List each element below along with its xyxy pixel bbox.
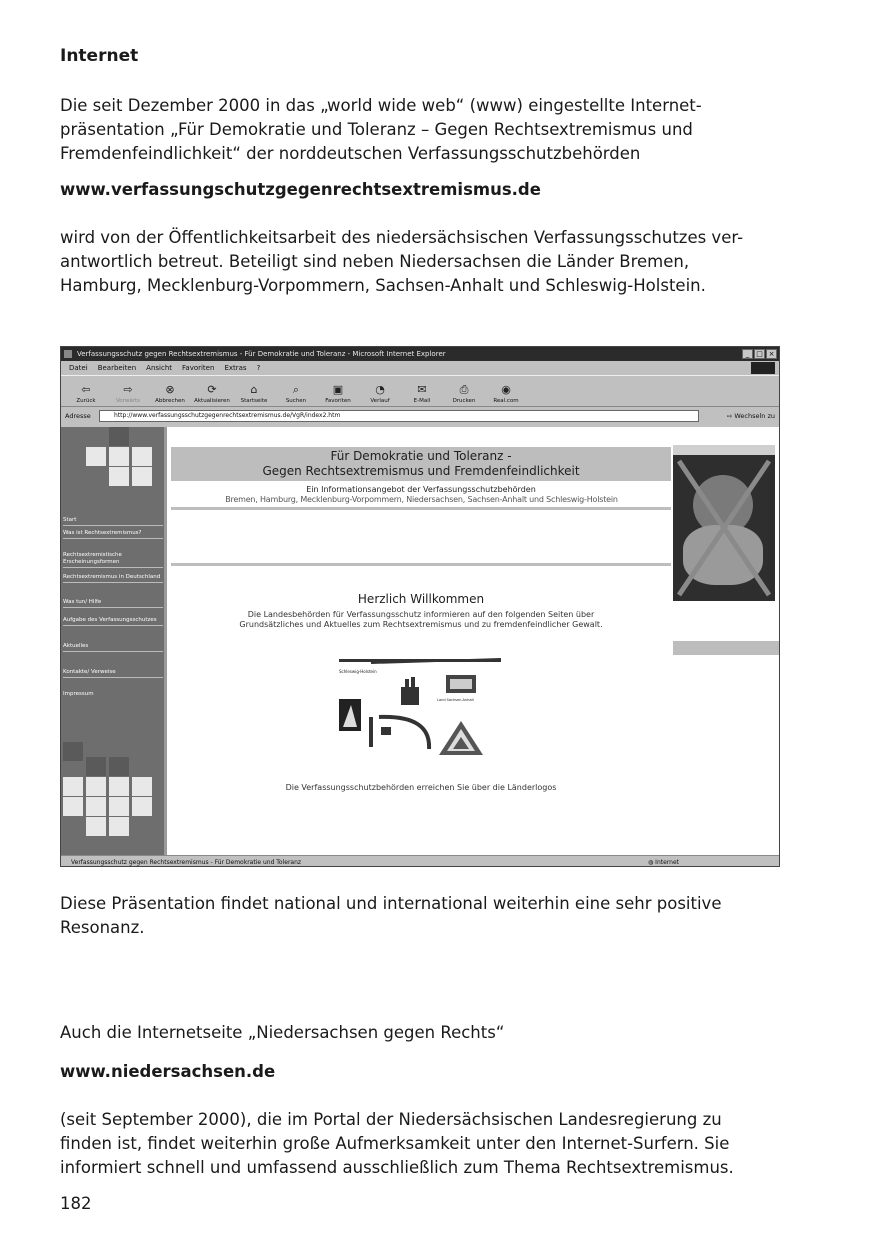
- niedersachsen-intro: Auch die Internetseite „Niedersachsen gegen Rechts“: [60, 1023, 505, 1042]
- toolbar-history: ◔ Verlauf: [370, 383, 390, 404]
- section-heading: Internet: [60, 46, 139, 66]
- decor-square: [109, 777, 129, 796]
- sachsen-anhalt-logo-icon: [439, 721, 483, 755]
- text-line: (seit September 2000), die im Portal der Niedersächsischen Landesregierung zu: [60, 1110, 722, 1129]
- menu-ansicht: Ansicht: [146, 364, 173, 372]
- divider: [171, 563, 671, 566]
- decor-square: [109, 817, 129, 836]
- decor-square: [132, 447, 152, 466]
- toolbar-search: ⌕ Suchen: [285, 383, 307, 404]
- decor-square: [86, 757, 106, 776]
- welcome-heading: Herzlich Willkommen: [357, 592, 485, 606]
- mail-icon: ✉: [417, 383, 427, 396]
- nav-item-impressum: Impressum: [63, 691, 94, 697]
- decor-square: [132, 467, 152, 486]
- logo-label-lsa: Land Sachsen-Anhalt: [437, 698, 474, 702]
- decor-square: [63, 797, 83, 816]
- menu-bearbeiten: Bearbeiten: [97, 364, 137, 372]
- intro-paragraph: [60, 94, 820, 166]
- decor-square: [86, 817, 106, 836]
- decor-square: [86, 797, 106, 816]
- decor-square: [109, 757, 129, 776]
- realcom-icon: ◉: [501, 383, 511, 396]
- toolbar-home: ⌂ Startseite: [240, 383, 268, 404]
- decor-square: [109, 467, 129, 486]
- text-line: Fremdenfeindlichkeit“ der norddeutschen Verfassungsschutzbehörden: [60, 144, 641, 163]
- menu-datei: Datei: [69, 364, 88, 372]
- print-icon: ⎙: [459, 383, 469, 396]
- decor-square: [86, 777, 106, 796]
- forward-arrow-icon: ⇨: [123, 383, 133, 396]
- url-verfassungsschutz: www.verfassungschutzgegenrechtsextremismus.de: [60, 180, 541, 199]
- browser-toolbar: [61, 375, 779, 407]
- toolbar-favorites: ▣ Favoriten: [325, 383, 351, 404]
- window-controls: [742, 349, 777, 359]
- browser-screenshot-figure: [60, 346, 780, 867]
- logo-hint: Die Verfassungsschutzbehörden erreichen Sie über die Länderlogos: [285, 783, 557, 792]
- text-line: informiert schnell und umfassend ausschließlich zum Thema Rechtsextremismus.: [60, 1158, 734, 1177]
- security-zone: ◍ Internet: [648, 859, 679, 866]
- back-arrow-icon: ⇦: [81, 383, 91, 396]
- ie-app-icon: [64, 350, 72, 358]
- url-niedersachsen: www.niedersachsen.de: [60, 1062, 276, 1081]
- text-line: wird von der Öffentlichkeitsarbeit des niedersächsischen Verfassungsschutzes ver-: [60, 228, 744, 247]
- banner-title-line2: Gegen Rechtsextremismus und Fremdenfeindlichkeit: [262, 464, 580, 478]
- decor-square: [109, 447, 129, 466]
- nav-item-hilfe: Was tun/ Hilfe: [63, 599, 163, 608]
- maximize-icon: □: [754, 349, 765, 359]
- welcome-intro: Die Landesbehörden für Verfassungsschutz informieren auf den folgenden Seiten über Grundsätzliches und Aktuelles zum Rechtsextremismus und zu fremdenfeindlicher Gewalt.: [239, 610, 603, 629]
- history-icon: ◔: [375, 383, 385, 396]
- divider: [171, 507, 671, 510]
- niedersachsen-paragraph: [60, 1108, 820, 1180]
- toolbar-print: ⎙ Drucken: [452, 383, 476, 404]
- side-bar-strip: [673, 641, 780, 655]
- text-line: Resonanz.: [60, 918, 145, 937]
- nav-item-erscheinungsformen: Rechtsextremistische Erscheinungsformen: [63, 552, 163, 568]
- decor-square: [132, 777, 152, 796]
- stop-icon: ⊗: [165, 383, 175, 396]
- text-line: antwortlich betreut. Beteiligt sind neben Niedersachsen die Länder Bremen,: [60, 252, 690, 271]
- nav-item-start: Start: [63, 517, 163, 526]
- text-line: finden ist, findet weiterhin große Aufmerksamkeit unter den Internet-Surfern. Sie: [60, 1134, 730, 1153]
- site-subtitle: Ein Informationsangebot der Verfassungsschutzbehörden: [306, 485, 536, 494]
- go-button: ⇨ Wechseln zu: [726, 412, 775, 420]
- status-text: Verfassungsschutz gegen Rechtsextremismus - Für Demokratie und Toleranz: [71, 859, 302, 866]
- toolbar-refresh: ⟳ Aktualisieren: [194, 383, 230, 404]
- favorites-icon: ▣: [332, 383, 344, 396]
- web-page-content: [61, 427, 779, 855]
- states-list: Bremen, Hamburg, Mecklenburg-Vorpommern, Niedersachsen, Sachsen-Anhalt und Schleswig-Holstein: [225, 495, 618, 504]
- resonance-paragraph: [60, 892, 820, 940]
- search-icon: ⌕: [292, 383, 300, 396]
- decor-square: [63, 742, 83, 761]
- text-line: Hamburg, Mecklenburg-Vorpommern, Sachsen-Anhalt und Schleswig-Holstein.: [60, 276, 706, 295]
- minimize-icon: _: [742, 349, 753, 359]
- address-field: http://www.verfassungsschutzgegenrechtsextremismus.de/VgR/index2.htm: [99, 410, 699, 422]
- niedersachsen-logo-icon: [371, 717, 429, 749]
- site-navigation: [61, 427, 167, 855]
- home-icon: ⌂: [250, 383, 258, 396]
- status-bar: [61, 855, 779, 867]
- refresh-icon: ⟳: [207, 383, 217, 396]
- toolbar-stop: ⊗ Abbrechen: [155, 383, 185, 404]
- page-number: 182: [60, 1194, 92, 1213]
- state-logos: [331, 657, 531, 767]
- mecklenburg-logo-icon: [446, 675, 476, 693]
- address-label: Adresse: [65, 412, 91, 420]
- toolbar-back: ⇦ Zurück: [76, 383, 96, 404]
- banner-title-line1: Für Demokratie und Toleranz -: [330, 449, 512, 463]
- hamburg-logo-icon: [401, 677, 419, 705]
- bremen-logo-icon: [339, 699, 361, 731]
- window-titlebar: [61, 347, 779, 361]
- crossed-out-photo: [673, 445, 775, 601]
- logo-label-sh: Schleswig-Holstein: [339, 669, 377, 674]
- toolbar-realcom: ◉ Real.com: [493, 383, 519, 404]
- decor-square: [86, 447, 106, 466]
- menu-bar: [61, 361, 779, 375]
- description-paragraph: [60, 226, 820, 298]
- nav-item-deutschland: Rechtsextremismus in Deutschland: [63, 574, 163, 583]
- menu-extras: Extras: [224, 364, 247, 372]
- menu-help: ?: [256, 364, 261, 372]
- decor-square: [109, 797, 129, 816]
- decor-square: [109, 427, 129, 446]
- nav-item-was-ist: Was ist Rechtsextremismus?: [63, 530, 163, 539]
- text-line: Die seit Dezember 2000 in das „world wide web“ (www) eingestellte Internet-: [60, 96, 702, 115]
- toolbar-mail: ✉ E-Mail: [413, 383, 431, 404]
- text-line: präsentation „Für Demokratie und Toleranz – Gegen Rechtsextremismus und: [60, 120, 693, 139]
- cross-mark-icon: [673, 455, 775, 601]
- nav-item-aufgabe: Aufgabe des Verfassungsschutzes: [63, 617, 163, 626]
- decor-square: [63, 777, 83, 796]
- nav-item-aktuelles: Aktuelles: [63, 643, 163, 652]
- decor-square: [132, 797, 152, 816]
- nav-item-kontakte: Kontakte/ Verweise: [63, 669, 163, 678]
- address-bar: [61, 408, 779, 424]
- text-line: Diese Präsentation findet national und international weiterhin eine sehr positive: [60, 894, 722, 913]
- close-icon: ×: [766, 349, 777, 359]
- menu-favoriten: Favoriten: [182, 364, 215, 372]
- window-title: Verfassungsschutz gegen Rechtsextremismus - Für Demokratie und Toleranz - Microsoft Internet Explorer: [77, 350, 446, 358]
- windows-logo-icon: [751, 362, 775, 374]
- toolbar-forward: ⇨ Vorwärts: [115, 383, 141, 404]
